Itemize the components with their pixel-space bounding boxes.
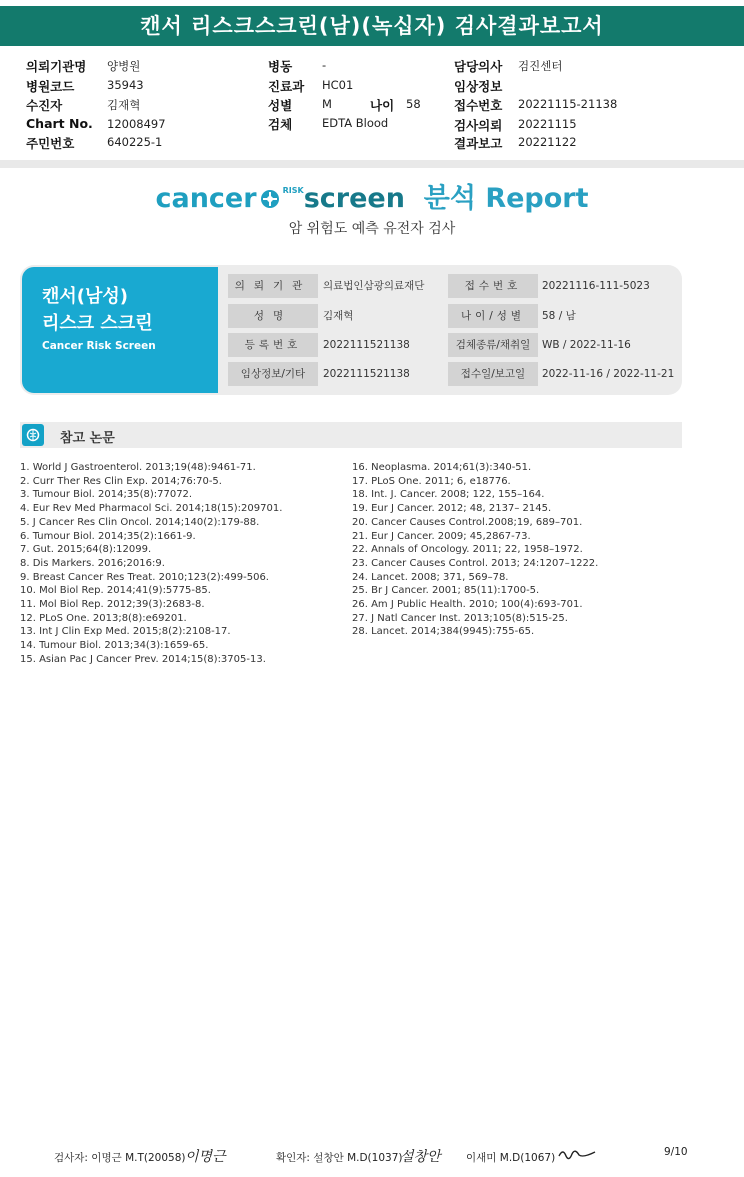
info-value: 2022111521138 (323, 339, 410, 351)
department-value: HC01 (322, 78, 354, 92)
report-title: 캔서 리스크스크린(남)(녹십자) 검사결과보고서 (0, 6, 744, 46)
reference-item: 12. PLoS One. 2013;8(8):e69201. (20, 612, 187, 624)
age-value: 58 (406, 97, 421, 111)
reference-item: 27. J Natl Cancer Inst. 2013;105(8):515-25. (352, 612, 568, 624)
reference-item: 8. Dis Markers. 2016;2016:9. (20, 557, 165, 569)
reference-item: 16. Neoplasma. 2014;61(3):340-51. (352, 462, 532, 473)
reference-item: 19. Eur J Cancer. 2012; 48, 2137– 2145. (352, 503, 552, 515)
reference-item: 4. Eur Rev Med Pharmacol Sci. 2014;18(15):209701. (20, 503, 283, 515)
brand-cancer: cancer (155, 183, 257, 214)
sex-label: 성별 (268, 98, 293, 113)
references-header (20, 422, 682, 448)
info-label: 나이/성별 (448, 304, 538, 328)
confirmer-signature: 설창안 (400, 1149, 441, 1165)
info-value: 20221116-111-5023 (542, 280, 650, 292)
info-value: 김재혁 (323, 310, 354, 322)
info-value: WB / 2022-11-16 (542, 339, 631, 351)
reference-item: 22. Annals of Oncology. 2011; 22, 1958–1972. (352, 544, 583, 556)
receipt-no-value: 20221115-21138 (518, 97, 618, 111)
second-signature (557, 1146, 597, 1166)
reference-item: 11. Mol Biol Rep. 2012;39(3):2683-8. (20, 599, 205, 610)
reference-item: 6. Tumour Biol. 2014;35(2):1661-9. (20, 530, 196, 542)
reference-item: 25. Br J Cancer. 2001; 85(11):1700-5. (352, 585, 540, 597)
brain-icon (22, 424, 44, 446)
specimen-value: EDTA Blood (322, 116, 389, 130)
report-date-value: 20221122 (518, 135, 577, 149)
reference-item: 7. Gut. 2015;64(8):12099. (20, 544, 152, 556)
brand-risk: RISK (282, 186, 304, 195)
age-label: 나이 (370, 98, 395, 113)
report-date-label: 결과보고 (454, 136, 503, 151)
references-title: 참고 논문 (60, 431, 115, 446)
patient-name-label: 수진자 (26, 98, 63, 113)
info-label: 등록번호 (228, 333, 318, 357)
brand-logo (0, 176, 744, 215)
info-value: 의료법인삼광의료재단 (323, 280, 425, 292)
request-date-label: 검사의뢰 (454, 118, 503, 133)
ward-value: - (322, 58, 327, 72)
hospital-name-value: 양병원 (107, 59, 141, 73)
ward-label: 병동 (268, 59, 293, 74)
reference-item: 13. Int J Clin Exp Med. 2015;8(2):2108-17. (20, 626, 231, 638)
info-value: 2022111521138 (323, 368, 410, 380)
subtitle: 암 위험도 예측 유전자 검사 (288, 221, 456, 237)
department-label: 진료과 (268, 79, 305, 94)
resident-no-label: 주민번호 (26, 136, 75, 151)
reference-item: 20. Cancer Causes Control.2008;19, 689–701. (352, 516, 583, 528)
info-value: 58 / 남 (542, 310, 576, 322)
brand-report: 분석 Report (423, 183, 589, 214)
confirmer-text: 확인자: 설창안 M.D(1037) (276, 1152, 403, 1164)
reference-item: 9. Breast Cancer Res Treat. 2010;123(2):499-506. (20, 571, 269, 583)
info-label: 성명 (228, 304, 318, 328)
reference-item: 26. Am J Public Health. 2010; 100(4):693-701. (352, 599, 583, 610)
hospital-name-label: 의뢰기관명 (26, 59, 87, 74)
chart-no-label: Chart No. (26, 116, 93, 131)
info-label: 접수번호 (448, 274, 538, 298)
receipt-no-label: 접수번호 (454, 98, 503, 113)
target-icon (260, 185, 280, 205)
page-number: 9/10 (664, 1146, 688, 1158)
reference-item: 10. Mol Biol Rep. 2014;41(9):5775-85. (20, 585, 211, 597)
inspector-signature: 이명근 (185, 1149, 226, 1165)
reference-item: 24. Lancet. 2008; 371, 569–78. (352, 571, 509, 583)
specimen-label: 검체 (268, 117, 293, 132)
sex-value: M (322, 97, 332, 111)
second-confirmer-text: 이새미 M.D(1067) (466, 1152, 556, 1164)
panel-title-line1: 캔서(남성) (42, 286, 129, 307)
reference-item: 2. Curr Ther Res Clin Exp. 2014;76:70-5. (20, 475, 222, 487)
brand-screen: screen (303, 183, 405, 214)
resident-no-value: 640225-1 (107, 135, 163, 149)
chart-no-value: 12008497 (107, 117, 166, 131)
reference-item: 17. PLoS One. 2011; 6, e18776. (352, 475, 511, 487)
panel-title-line2: 리스크 스크린 (42, 313, 153, 334)
info-label: 임상정보/기타 (228, 362, 318, 386)
patient-name-value: 김재혁 (107, 98, 141, 112)
reference-item: 14. Tumour Biol. 2013;34(3):1659-65. (20, 640, 209, 652)
request-date-value: 20221115 (518, 117, 577, 131)
info-label: 의뢰기관 (228, 274, 318, 298)
hospital-code-label: 병원코드 (26, 79, 75, 94)
info-label: 접수일/보고일 (448, 362, 538, 386)
doctor-value: 검진센터 (518, 59, 563, 73)
doctor-label: 담당의사 (454, 59, 503, 74)
reference-item: 3. Tumour Biol. 2014;35(8):77072. (20, 489, 193, 501)
hospital-code-value: 35943 (107, 78, 144, 92)
clinical-info-label: 임상정보 (454, 79, 503, 94)
reference-item: 21. Eur J Cancer. 2009; 45,2867-73. (352, 530, 531, 542)
info-label: 검체종류/채취일 (448, 333, 538, 357)
reference-item: 5. J Cancer Res Clin Oncol. 2014;140(2):179-88. (20, 516, 260, 528)
reference-item: 1. World J Gastroenterol. 2013;19(48):9461-71. (20, 462, 256, 473)
panel-title-en: Cancer Risk Screen (42, 340, 156, 352)
info-value: 2022-11-16 / 2022-11-21 (542, 368, 675, 380)
reference-item: 23. Cancer Causes Control. 2013; 24:1207–1222. (352, 557, 599, 569)
reference-item: 28. Lancet. 2014;384(9945):755-65. (352, 626, 535, 638)
header-divider (0, 160, 744, 168)
reference-item: 18. Int. J. Cancer. 2008; 122, 155–164. (352, 489, 545, 501)
inspector-text: 검사자: 이명근 M.T(20058) (54, 1152, 186, 1164)
reference-item: 15. Asian Pac J Cancer Prev. 2014;15(8):3705-13. (20, 653, 266, 665)
